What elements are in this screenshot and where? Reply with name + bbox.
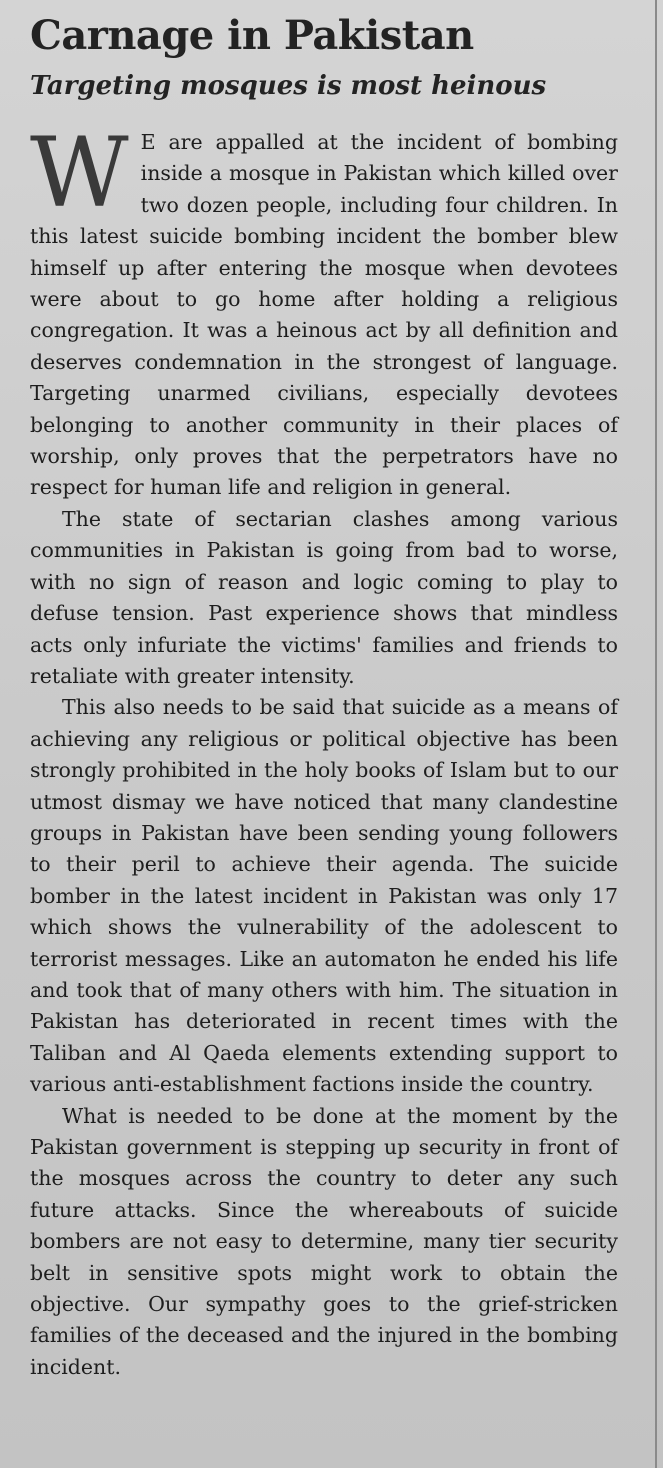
paragraph-3: This also needs to be said that suicide as a means of achieving any religious or political objective has been strongly prohibited in the holy books of Islam but to our utmost dismay we have noticed that many clandestine groups in Pakistan have been sending young followers to their peril to achieve their agenda. The suicide bomber in the latest incident in Pakistan was only 17 which shows the vulnerability of the adolescent to terrorist messages. Like an automaton he ended his life and took that of many others with him. The situation in Pakistan has deteriorated in recent times with the Taliban and Al Qaeda elements extending support to various anti-establishment factions inside the country. — [30, 695, 618, 1097]
paragraph-1-text: E are appalled at the incident of bombing inside a mosque in Pakistan which killed over two dozen people, including four children. In this latest suicide bombing incident the bomber blew himself up after entering the mosque when devotees were about to go home after holding a religious congregation. It was a heinous act by all definition and deserves condemnation in the strongest of language. Targeting unarmed civilians, especially devotees belonging to another community in their places of worship, only proves that the perpetrators have no respect for human life and religion in general. — [30, 130, 618, 500]
paragraph-1 — [30, 117, 618, 504]
paragraph-4: What is needed to be done at the moment by the Pakistan government is stepping up security in front of the mosques across the country to deter any such future attacks. Since the whereabouts of suicide bombers are not easy to determine, many tier security belt in sensitive spots might work to obtain the objective. Our sympathy goes to the grief-stricken families of the deceased and the injured in the bombing incident. — [30, 1103, 618, 1379]
article-body — [30, 117, 618, 1383]
paragraph-2: The state of sectarian clashes among various communities in Pakistan is going from bad to worse, with no sign of reason and logic coming to play to defuse tension. Past experience shows that mindless acts only infuriate the victims' families and friends to retaliate with greater intensity. — [30, 506, 618, 688]
drop-cap: W — [30, 117, 129, 229]
subheadline: Targeting mosques is most heinous — [30, 71, 547, 101]
headline: Carnage in Pakistan — [30, 12, 474, 59]
